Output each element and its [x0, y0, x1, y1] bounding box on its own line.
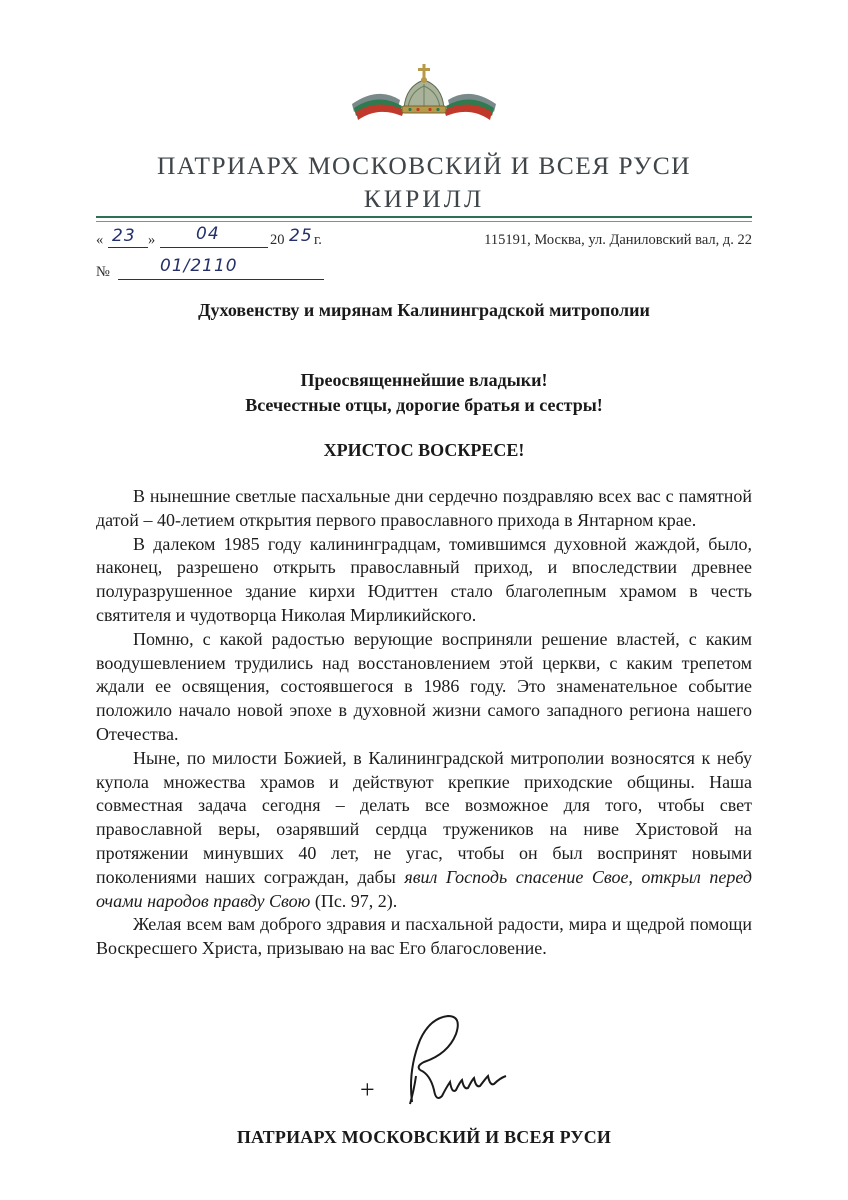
date-month: 04 — [196, 224, 220, 244]
addressee: Духовенству и мирянам Калининградской митрополии — [198, 300, 650, 320]
letter-body — [96, 485, 752, 961]
paragraph — [96, 747, 752, 914]
letterhead-rule-thin — [96, 221, 752, 222]
reference-number: 01/2110 — [160, 256, 238, 276]
paragraph: Желая всем вам доброго здравия и пасхальной радости, мира и щедрой помощи Воскресшего Христа, призываю на вас Его благословение. — [96, 914, 752, 959]
paragraph: Помню, с какой радостью верующие восприняли решение властей, с каким воодушевлением трудились над восстановлением этой церкви, с каким трепетом ждали ее освящения, состоявшегося в 1986 году. Это знаменательное событие положило начало новой эпохе в духовной жизни самого западного региона нашего Отечества. — [96, 628, 752, 744]
paragraph-text: Ныне, по милости Божией, в Калининградской митрополии возносятся к небу купола множества храмов и действуют крепкие приходские общины. Наша совместная задача сегодня – делать все возможное для того, чтобы свет православной веры, озарявший сердца тружеников на ниве Христовой на протяжении минувших 40 лет, не угас, чтобы он был воспринят новыми поколениями наших сограждан, дабы — [96, 747, 752, 887]
paragraph: В нынешние светлые пасхальные дни сердечно поздравляю всех вас с памятной датой – 40-летием открытия первого православного прихода в Янтарном крае. — [96, 486, 752, 530]
scripture-quote: явил Господь спасение Свое, открыл перед очами народов правду Свою — [96, 866, 753, 911]
easter-greeting: ХРИСТОС ВОСКРЕСЕ! — [323, 440, 525, 460]
letterhead-rule — [96, 216, 752, 218]
sender-address: 115191, Москва, ул. Даниловский вал, д. 22 — [484, 232, 752, 248]
date-month-line — [160, 247, 268, 248]
date-quote-open: « — [96, 232, 104, 248]
letterhead-name: КИРИЛЛ — [363, 184, 485, 213]
date-day-line — [108, 247, 148, 248]
date-year-prefix: 20 — [270, 232, 285, 248]
date-year-label: г. — [314, 232, 322, 248]
closing-title: ПАТРИАРХ МОСКОВСКИЙ И ВСЕЯ РУСИ — [236, 1127, 612, 1147]
date-day: 23 — [112, 226, 136, 246]
scripture-reference: (Пс. 97, 2). — [310, 890, 398, 911]
salutation-line-1: Преосвященнейшие владыки! — [300, 370, 548, 390]
salutation-line-2: Всечестные отцы, дорогие братья и сестры! — [245, 395, 603, 415]
handwritten-signature — [390, 1010, 530, 1120]
patriarchal-crown-emblem-icon — [348, 56, 500, 122]
letterhead-title: ПАТРИАРХ МОСКОВСКИЙ И ВСЕЯ РУСИ — [157, 151, 691, 180]
paragraph: В далеком 1985 году калининградцам, томившимся духовной жаждой, было, наконец, разрешено открыть православный приход, и впоследствии древнее полуразрушенное здание кирхи Юдиттен стало благолепным храмом в честь святителя и чудотворца Николая Мирликийского. — [96, 533, 752, 625]
date-quote-close: » — [148, 232, 156, 248]
date-year-suffix: 25 — [289, 226, 313, 246]
signature-cross: + — [360, 1075, 375, 1104]
reference-line — [118, 279, 324, 280]
reference-label: № — [96, 264, 110, 280]
